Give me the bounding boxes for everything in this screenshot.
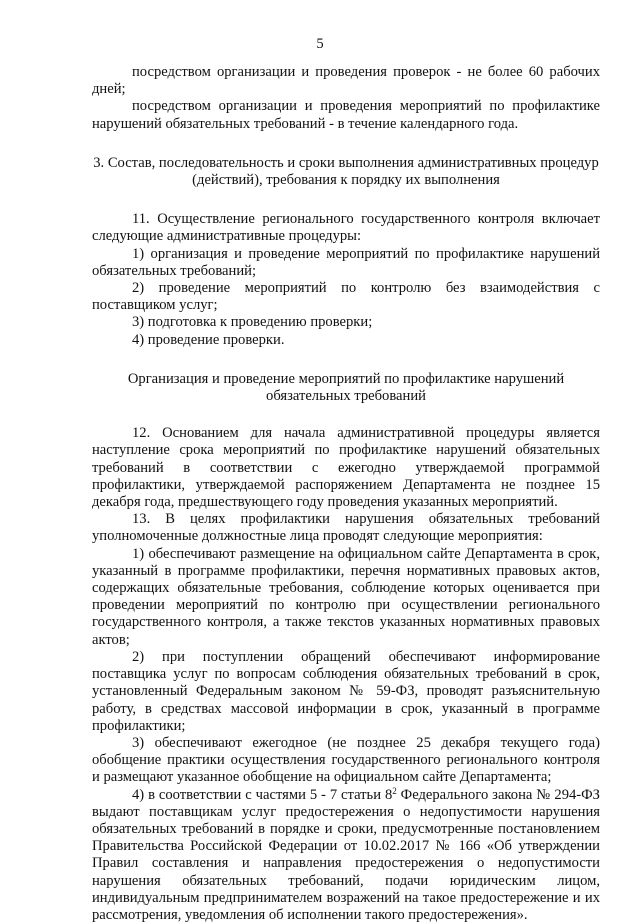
paragraph-11-item-4: 4) проведение проверки. <box>132 331 285 348</box>
subsection-heading: Организация и проведение мероприятий по профилактике нарушений обязательных требований <box>127 370 565 405</box>
item-4-rest: Федерального закона № 294-ФЗ выдают поставщикам услуг предостережения о недопустимости нарушения обязательных требований в порядке и сроки, предусмотренные постановлением Правительства Российской Федерации от 10.02.2017 № 166 «Об утверждении Правил составления и направления предостережения о недопустимости нарушения обязательных требований, подачи юридическим лицом, индивидуальным предпринимателем возражений на такое предостережение и их рассмотрения, уведомления об исполнении такого предостережения». <box>92 786 600 923</box>
paragraph-12: 12. Основанием для начала административной процедуры является наступление срока мероприятий по профилактике нарушений обязательных требований в соответствии с ежегодно утверждаемой программой профилактики, утверждаемой распоряжением Департамента не позднее 15 декабря года, предшествующего году проведения указанных мероприятий. <box>92 425 600 511</box>
paragraph-13: 13. В целях профилактики нарушения обязательных требований уполномоченные должностные лица проводят следующие мероприятия: <box>92 511 600 545</box>
paragraph-13-item-1: 1) обеспечивают размещение на официальном сайте Департамента в срок, указанный в программе профилактики, перечня нормативных правовых актов, содержащих обязательные требования, соблюдение которых оценивается при проведении мероприятий по контролю при осуществлении регионального государственного контроля, а также текстов указанных нормативных правовых актов; <box>92 545 600 648</box>
paragraph-11: 11. Осуществление регионального государственного контроля включает следующие административные процедуры: <box>92 211 600 245</box>
section-3-heading: 3. Состав, последовательность и сроки выполнения административных процедур (действий), требования к порядку их выполнения <box>93 154 599 189</box>
page-number: 5 <box>316 36 324 52</box>
intro-line-2: посредством организации и проведения мероприятий по профилактике нарушений обязательных требований - в течение календарного года. <box>92 98 600 132</box>
item-4-start: 4) в соответствии с частями 5 - 7 статьи 8 <box>132 786 393 803</box>
paragraph-11-item-2: 2) проведение мероприятий по контролю без взаимодействия с поставщиком услуг; <box>92 280 600 314</box>
paragraph-11-item-3: 3) подготовка к проведению проверки; <box>132 314 373 331</box>
article-superscript: 2 <box>392 785 397 796</box>
paragraph-13-item-3: 3) обеспечивают ежегодное (не позднее 25 декабря текущего года) обобщение практики осуществления государственного регионального контроля и размещают указанное обобщение на официальном сайте Департамента; <box>92 734 600 786</box>
paragraph-13-item-4 <box>92 787 600 924</box>
paragraph-13-item-2: 2) при поступлении обращений обеспечивают информирование поставщика услуг по вопросам соблюдения обязательных требований в срок, установленный Федеральным законом № 59-ФЗ, проводят разъяснительную работу, в средствах массовой информации в срок, указанный в программе профилактики; <box>92 648 600 734</box>
intro-line-1: посредством организации и проведения проверок - не более 60 рабочих дней; <box>92 64 600 98</box>
paragraph-11-item-1: 1) организация и проведение мероприятий по профилактике нарушений обязательных требований; <box>92 245 600 279</box>
document-body <box>92 64 600 924</box>
